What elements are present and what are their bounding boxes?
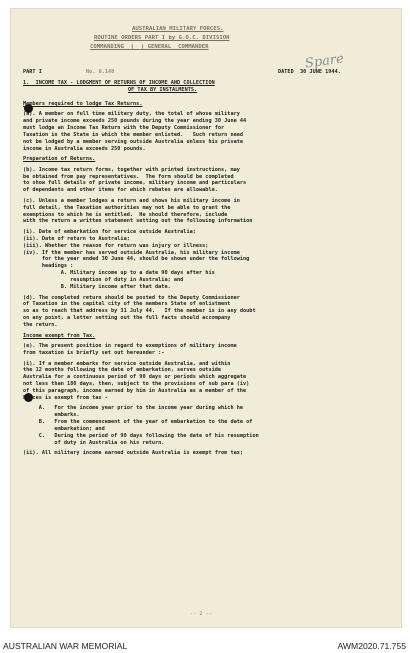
body-line: (a). A member on full time military duty, the total of whose military (23, 111, 240, 118)
section-heading: Income exempt from Tax. (23, 332, 96, 339)
body-line: A. Military income up to a date 90 days after his (23, 270, 215, 277)
body-line: Australia for a continuous period of 90 days or periods which aggregate (23, 374, 247, 381)
body-line: from taxation is briefly set out hereunder :- (23, 349, 165, 356)
body-line: the 12 months following the date of embarkation, serves outside (23, 367, 222, 374)
body-line: for the year ended 30 June 44, should be shown under the following (23, 256, 250, 263)
header-line-1: AUSTRALIAN MILITARY FORCES. (132, 26, 224, 32)
section-heading: Preparation of Returns. (23, 156, 96, 163)
body-line: not less than 180 days, then, subject to the provisions of sub para (iv) (23, 381, 250, 388)
body-line: (ii). Date of return to Australia; (23, 235, 130, 242)
body-line: B. From the commencement of the year of embarkation to the date of (23, 419, 253, 426)
body-line: C. During the period of 90 days following the date of his resumption (23, 432, 259, 439)
body-line: (e). The present position in regard to exemptions of military income (23, 343, 237, 350)
body-line: (ii). All military income earned outside Australia is exempt from tax; (23, 450, 244, 457)
body-line: and private income exceeds 250 pounds during the year ending 30 June 44 (23, 118, 247, 125)
body-line: (iii). Whether the reason for return was injury or illness; (23, 242, 209, 249)
body-line: of dependants and other items for which rebates are allowable. (23, 187, 218, 194)
archive-footer (0, 640, 410, 653)
body-line: be obtained from pay representatives. The form should be completed (23, 173, 234, 180)
archive-name: AUSTRALIAN WAR MEMORIAL (3, 641, 128, 651)
body-line: embarkation; and (23, 426, 105, 433)
body-line: (iv). If the member has served outside Australia, his military income (23, 249, 240, 256)
order-title-line-1: 1. INCOME TAX - LODGMENT OF RETURNS OF INCOME AND COLLECTION (23, 80, 215, 86)
header-line-3: COMMANDING ( ) GENERAL COMMANDER (90, 44, 209, 50)
body-line: income in Australia exceeds 250 pounds. (23, 145, 146, 152)
body-line: embarks. (23, 412, 80, 419)
body-line: resumption of duty in Australia; and (23, 277, 184, 284)
body-line: (i). Date of embarkation for service outside Australia; (23, 229, 196, 236)
body-line: not be lodged by a member serving outside Australia unless his private (23, 138, 244, 145)
body-line: headings : (23, 263, 74, 270)
body-line: (b). Income tax return forms, together with printed instructions, may (23, 166, 240, 173)
body-line: Taxation in the State in which the member enlisted. Such return need (23, 131, 244, 138)
section-heading: Members required to lodge Tax Returns. (23, 101, 143, 107)
handwritten-annotation: Spare (304, 51, 345, 72)
page-continuation-mark: -- 2 -- (190, 611, 213, 617)
body-line: the return. (23, 321, 58, 328)
body-line: to show full details of private income, military income and particulars (23, 180, 247, 187)
order-title-line-2: OF TAX BY INSTALMENTS. (128, 87, 198, 93)
part-label: PART I (23, 69, 42, 75)
body-line: full detail, the Taxation authorities may not be able to grant the (23, 204, 231, 211)
body-line: A. For the income year prior to the income year during which he (23, 405, 244, 412)
body-line: Forces is exempt from tax - (23, 394, 108, 401)
body-line: of Taxation in the capital city of the members State of enlistment (23, 301, 231, 308)
archive-reference: AWM2020.71.755 (337, 641, 406, 651)
body-line: (i). If a member embarks for service outside Australia, and within (23, 360, 231, 367)
body-line: so as to reach that address by 31 July 44. If the member is in any doubt (23, 308, 256, 315)
body-line: of this paragraph, income earned by him in Australia as a member of the (23, 388, 247, 394)
body-line: must lodge an Income Tax Return with the Deputy Commissioner for (23, 124, 225, 131)
header-line-2: ROUTINE ORDERS PART I by G.O.C. DIVISION (94, 35, 230, 41)
order-date: DATED 30 JUNE 1944. (278, 69, 341, 75)
body-line: B. Military income after that date. (23, 283, 171, 290)
body-line: on any point, a letter setting out the full facts should accompany (23, 315, 231, 322)
body-line: (c). Unless a member lodges a return and shows his military income in (23, 197, 240, 204)
body-line: exemptions to which he is entitled. He should therefore, include (23, 211, 228, 218)
body-line: of duty in Australia on his return. (23, 439, 165, 446)
body-line: with the return a written statement setting out the following information (23, 218, 253, 225)
body-line: (d). The completed return should be posted to the Deputy Commissioner (23, 294, 240, 301)
document-page (10, 8, 402, 628)
routine-order-number: No. 6.148 (86, 69, 115, 75)
